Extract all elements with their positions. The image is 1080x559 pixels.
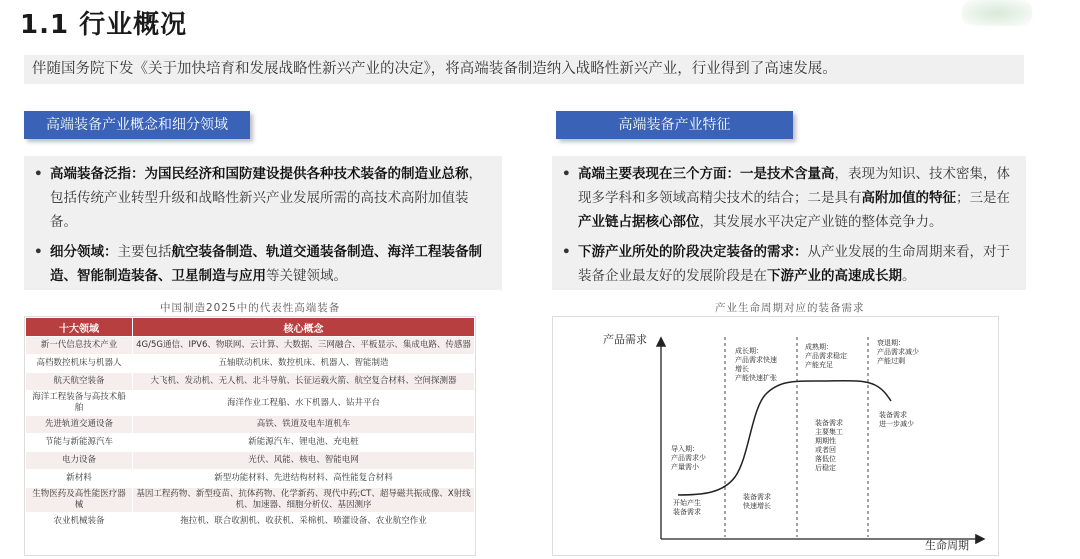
stage-label-line: 产能充足 [805,361,833,369]
aspects-text3: ，其发展水平决定产业链的整体竞争力。 [699,214,943,230]
bullet-downstream [578,240,1016,288]
table-caption: 中国制造2025中的代表性高端装备 [160,302,341,314]
demand-note-line: 期期性 [815,437,836,445]
bullet-segments [50,240,492,288]
demand-note-line: 装备需求 [815,419,843,427]
table-cell-concept: 4G/5G通信、IPV6、物联网、云计算、大数据、三网融合、平板显示、集成电路、传感器 [133,337,475,355]
lifecycle-diagram-card [552,316,999,556]
table-row [26,373,475,391]
segments-text: 主要包括 [117,244,172,260]
stage-label-line: 衰退期： [877,339,905,347]
table-row [26,513,475,531]
intro-text: 伴随国务院下发《关于加快培育和发展战略性新兴产业的决定》，将高端装备制造纳入战略性新兴产业，行业得到了高速发展。 [24,55,1024,84]
aspects-bold: 高端主要表现在三个方面：一是技术含量高 [578,166,835,182]
segments-fields: 航空装备制造、轨道交通装备制造、海洋工程装备制造、智能制造装备、卫星制造与应用 [50,244,482,284]
table-cell-concept: 五轴联动机床、数控机床、机器人、智能制造 [133,355,475,373]
stage-label-line: 产量需小 [671,463,699,471]
stage-label [671,444,706,471]
table-row [26,391,475,416]
section-tag-concept: 高端装备产业概念和细分领域 [24,111,250,139]
demand-note [815,418,843,472]
table-cell-concept: 高铁、铁道及电车道机车 [133,416,475,434]
demand-note-line: 快速增长 [743,502,771,510]
table-cell-field: 农业机械装备 [26,513,133,531]
definition-bold: 高端装备泛指：为国民经济和国防建设提供各种技术装备的制造业总称 [50,166,469,182]
demand-note-line: 主要集工 [815,428,843,436]
lifecycle-diagram [553,317,998,555]
aspects-text2: ；三是在 [956,190,1010,206]
segments-bold: 细分领域： [50,244,118,260]
definition-text: ，包括传统产业转型升级和战略性新兴产业发展所需的高技术高附加值装备。 [50,166,482,230]
bullet-definition [50,162,492,234]
demand-note-line: 或者回 [815,446,836,454]
table-cell-concept: 新型功能材料、先进结构材料、高性能复合材料 [133,470,475,488]
table-cell-field: 电力设备 [26,452,133,470]
stage-label [805,342,847,369]
stage-label-line: 成熟期： [805,343,833,351]
downstream-bold2: 下游产业的高速成长期 [767,268,902,284]
demand-note-line: 开始产生 [673,499,701,507]
table-row [26,434,475,452]
table-row [26,355,475,373]
aspects-bold3: 产业链占据核心部位 [578,214,700,230]
table-row [26,416,475,434]
table-cell-concept: 光伏、风能、核电、智能电网 [133,452,475,470]
aspects-text1: ，表现为知识、技术密集，体现多学科和多领域高精尖技术的结合；二是具有 [578,166,1010,206]
table-row [26,337,475,355]
logo-watermark [962,0,1032,26]
equipment-table-card [24,316,476,556]
table-row [26,488,475,513]
table-header-field: 十大领域 [26,318,133,337]
table-cell-concept: 新能源汽车、锂电池、充电桩 [133,434,475,452]
demand-note [673,498,701,516]
table-cell-concept: 海洋作业工程船、水下机器人、钻井平台 [133,391,475,416]
stage-label-line: 导入期： [671,445,699,453]
page-title: 1.1 行业概况 [20,10,188,40]
bullet-three-aspects [578,162,1016,234]
table-cell-field: 新材料 [26,470,133,488]
demand-note-line: 后稳定 [815,464,836,472]
stage-label-line: 成长期： [735,347,763,355]
table-cell-field: 海洋工程装备与高技术船舶 [26,391,133,416]
x-axis-label: 生命周期 [925,539,969,552]
stage-label-line: 产品需求少 [671,454,706,462]
section-tag-features: 高端装备产业特征 [556,111,793,139]
segments-end: 等关键领域。 [266,268,347,284]
demand-note-line: 装备需求 [673,508,701,516]
stage-label-line: 产能快速扩张 [735,374,777,382]
table-cell-concept: 拖拉机、联合收割机、收获机、采棉机、喷灌设备、农业航空作业 [133,513,475,531]
table-cell-field: 节能与新能源汽车 [26,434,133,452]
stage-label-line: 产能过剩 [877,357,905,365]
table-cell-field: 生物医药及高性能医疗器械 [26,488,133,513]
concept-bullets [24,156,502,290]
table-cell-field: 高档数控机床与机器人 [26,355,133,373]
stage-label [877,338,919,365]
downstream-text: 从产业发展的生命周期来看，对于装备企业最友好的发展阶段是在 [578,244,1010,284]
downstream-bold: 下游产业所处的阶段决定装备的需求： [578,244,808,260]
table-row [26,452,475,470]
feature-bullets [552,156,1026,290]
table-cell-field: 新一代信息技术产业 [26,337,133,355]
chart-caption: 产业生命周期对应的装备需求 [715,302,865,314]
aspects-bold2: 高附加值的特征 [861,190,956,206]
table-row [26,470,475,488]
stage-label-line: 产品需求减少 [877,348,919,356]
stage-label-line: 产品需求快速 [735,356,777,364]
stage-label-line: 产品需求稳定 [805,352,847,360]
demand-note-line: 装备需求 [879,411,907,419]
table-cell-field: 航天航空装备 [26,373,133,391]
demand-note-line: 落低位 [815,455,836,463]
table-cell-concept: 大飞机、发动机、无人机、北斗导航、长征运载火箭、航空复合材料、空间探测器 [133,373,475,391]
table-cell-concept: 基因工程药物、新型疫苗、抗体药物、化学新药、现代中药;CT、超导磁共振成像、X射线机、加速器、细胞分析仪、基因测序 [133,488,475,513]
demand-note [743,492,771,510]
table-cell-field: 先进轨道交通设备 [26,416,133,434]
lifecycle-curve [678,381,891,495]
demand-note-line: 进一步减少 [879,420,914,428]
stage-label [735,346,777,382]
demand-note-line: 装备需求 [743,493,771,501]
demand-note [879,410,914,428]
downstream-end: 。 [902,268,916,284]
table-header-concept: 核心概念 [133,318,475,337]
equipment-table [25,317,475,531]
y-axis-label: 产品需求 [603,333,647,346]
stage-label-line: 增长 [735,365,749,373]
